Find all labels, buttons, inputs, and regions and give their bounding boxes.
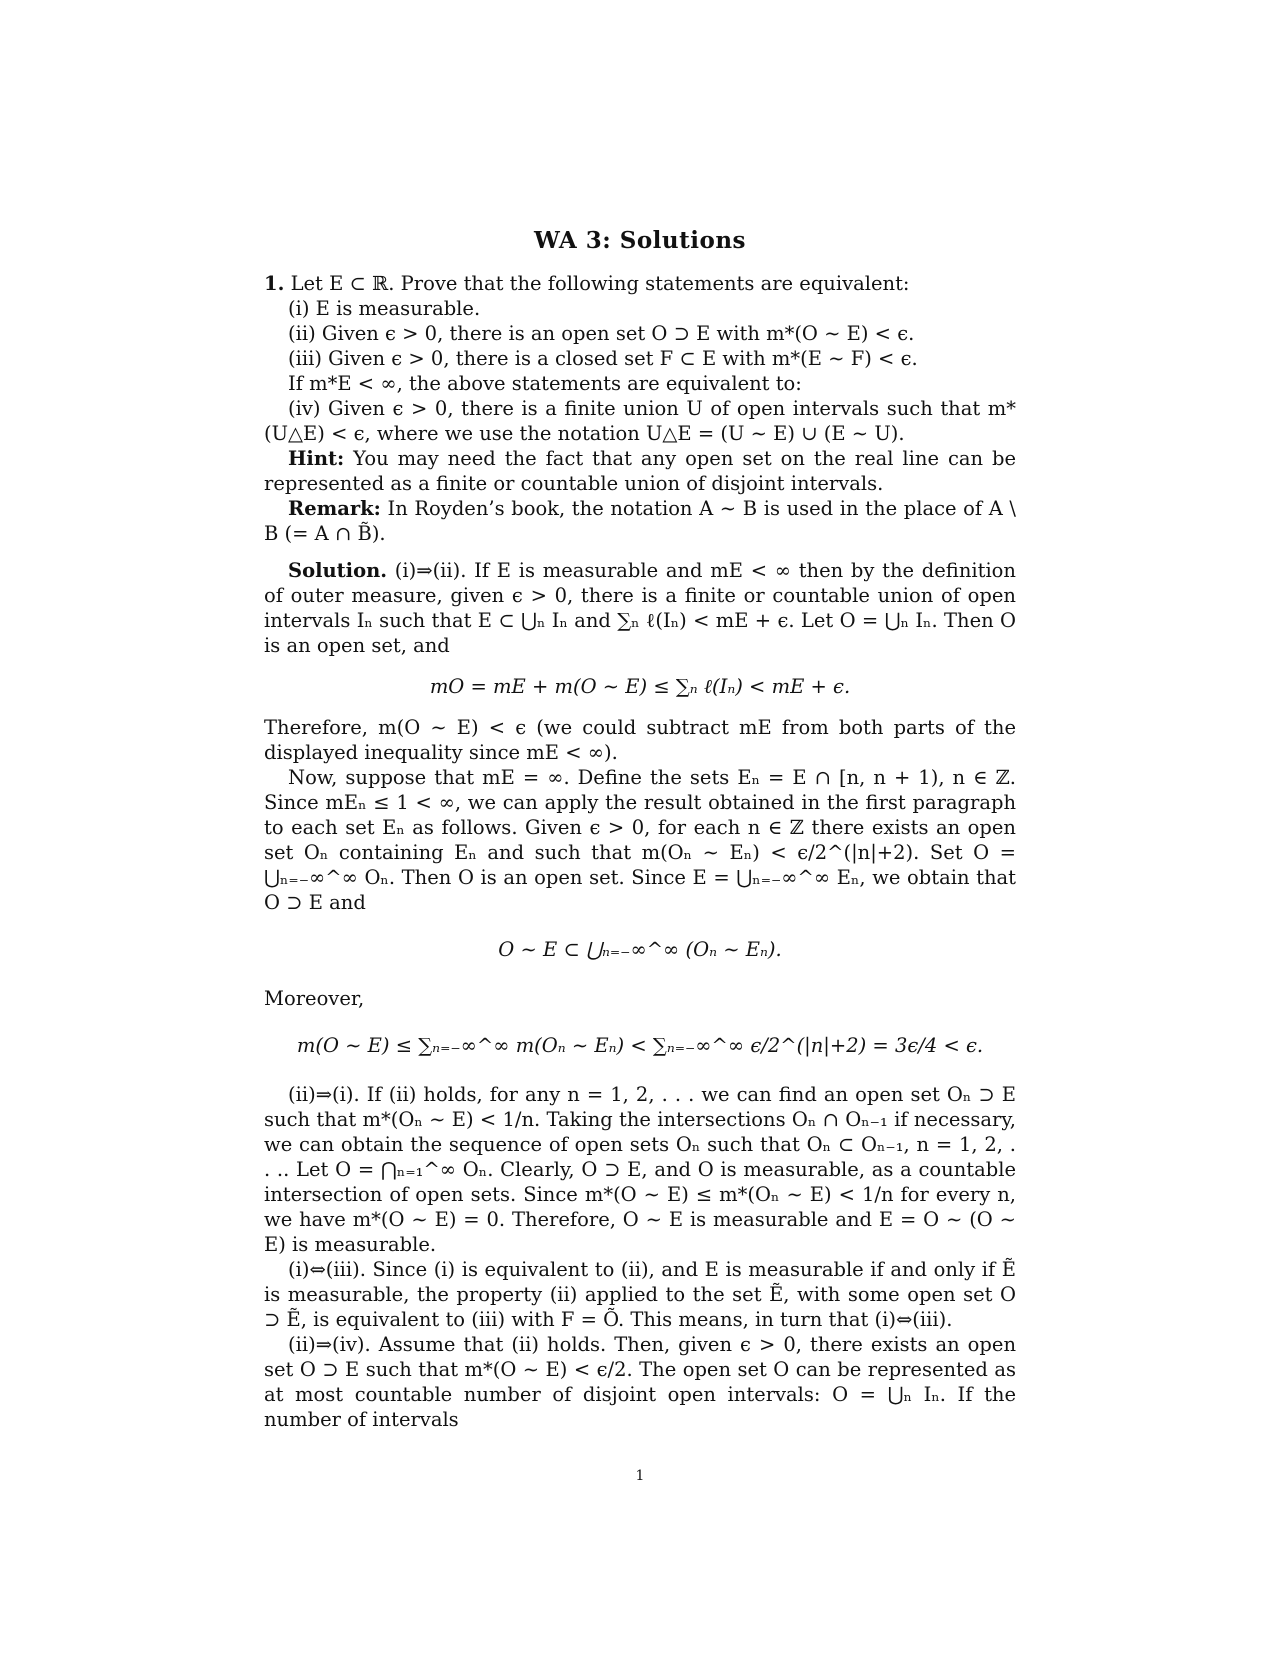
equation-2: O ∼ E ⊂ ⋃ₙ₌₋∞^∞ (Oₙ ∼ Eₙ). <box>498 938 782 961</box>
problem-condition: If m*E < ∞, the above statements are equivalent to: <box>288 372 802 395</box>
solution-label: Solution. <box>288 559 388 582</box>
page-number: 1 <box>635 1468 645 1484</box>
document-page <box>264 228 1016 1432</box>
equation-1: mO = mE + m(O ∼ E) ≤ ∑ₙ ℓ(Iₙ) < mE + ϵ. <box>429 675 851 698</box>
solution-p1-text: (i)⇒(ii). If E is measurable and mE < ∞ then by the definition of outer measure, given ϵ > 0, there is a finite or countable union of open intervals Iₙ such that E ⊂ ⋃ₙ Iₙ and ∑ₙ ℓ(Iₙ) < mE + ϵ. Let O = ⋃ₙ Iₙ. Then O is an open set, and <box>264 559 1016 657</box>
solution-paragraph-5: (i)⇔(iii). Since (i) is equivalent to (ii), and E is measurable if and only if Ẽ is measurable, the property (ii) applied to the set Ẽ, with some open set O ⊃ Ẽ, is equivalent to (iii) with F = Õ. This means, in turn that (i)⇔(iii). <box>264 1258 1016 1331</box>
hint-paragraph <box>264 446 1016 496</box>
solution-paragraph-6: (ii)⇒(iv). Assume that (ii) holds. Then, given ϵ > 0, there exists an open set O ⊃ E such that m*(O ∼ E) < ϵ/2. The open set O can be represented as at most countable number of disjoint open intervals: O = ⋃ₙ Iₙ. If the number of intervals <box>264 1333 1016 1431</box>
remark-paragraph <box>264 496 1016 546</box>
solution-paragraph-2: Therefore, m(O ∼ E) < ϵ (we could subtract mE from both parts of the displayed inequality since mE < ∞). <box>264 716 1016 764</box>
problem-item-4: (iv) Given ϵ > 0, there is a finite union U of open intervals such that m*(U△E) < ϵ, where we use the notation U△E = (U ∼ E) ∪ (E ∼ U). <box>264 397 1016 445</box>
solution-paragraph-3: Now, suppose that mE = ∞. Define the sets Eₙ = E ∩ [n, n + 1), n ∈ ℤ. Since mEₙ ≤ 1 < ∞, we can apply the result obtained in the first paragraph to each set Eₙ as follows. Given ϵ > 0, for each n ∈ ℤ there exists an open set Oₙ containing Eₙ and such that m(Oₙ ∼ Eₙ) < ϵ/2^(|n|+2). Set O = ⋃ₙ₌₋∞^∞ Oₙ. Then O is an open set. Since E = ⋃ₙ₌₋∞^∞ Eₙ, we obtain that O ⊃ E and <box>264 766 1016 914</box>
problem-intro <box>264 271 1016 296</box>
page-title: WA 3: Solutions <box>534 227 746 254</box>
solution-paragraph-4: (ii)⇒(i). If (ii) holds, for any n = 1, 2, . . . we can find an open set Oₙ ⊃ E such that m*(Oₙ ∼ E) < 1/n. Taking the intersections Oₙ ∩ Oₙ₋₁ if necessary, we can obtain the sequence of open sets Oₙ such that Oₙ ⊂ Oₙ₋₁, n = 1, 2, . . .. Let O = ⋂ₙ₌₁^∞ Oₙ. Clearly, O ⊃ E, and O is measurable, as a countable intersection of open sets. Since m*(O ∼ E) ≤ m*(Oₙ ∼ E) < 1/n for every n, we have m*(O ∼ E) = 0. Therefore, O ∼ E is measurable and E = O ∼ (O ∼ E) is measurable. <box>264 1083 1016 1256</box>
hint-label: Hint: <box>288 447 345 470</box>
moreover-text: Moreover, <box>264 987 365 1010</box>
problem-item-3: (iii) Given ϵ > 0, there is a closed set F ⊂ E with m*(E ∼ F) < ϵ. <box>288 347 918 370</box>
remark-label: Remark: <box>288 497 381 520</box>
problem-item-1: (i) E is measurable. <box>288 297 481 320</box>
problem-number: 1. <box>264 272 285 295</box>
problem-intro-text: Let E ⊂ ℝ. Prove that the following statements are equivalent: <box>290 272 910 295</box>
equation-3: m(O ∼ E) ≤ ∑ₙ₌₋∞^∞ m(Oₙ ∼ Eₙ) < ∑ₙ₌₋∞^∞ ϵ/2^(|n|+2) = 3ϵ/4 < ϵ. <box>296 1034 984 1057</box>
hint-text: You may need the fact that any open set on the real line can be represented as a finite or countable union of disjoint intervals. <box>264 447 1017 495</box>
problem-item-2: (ii) Given ϵ > 0, there is an open set O ⊃ E with m*(O ∼ E) < ϵ. <box>288 322 915 345</box>
solution-paragraph-1 <box>264 558 1016 658</box>
remark-text: In Royden’s book, the notation A ∼ B is used in the place of A \ B (= A ∩ B̃). <box>264 497 1016 545</box>
